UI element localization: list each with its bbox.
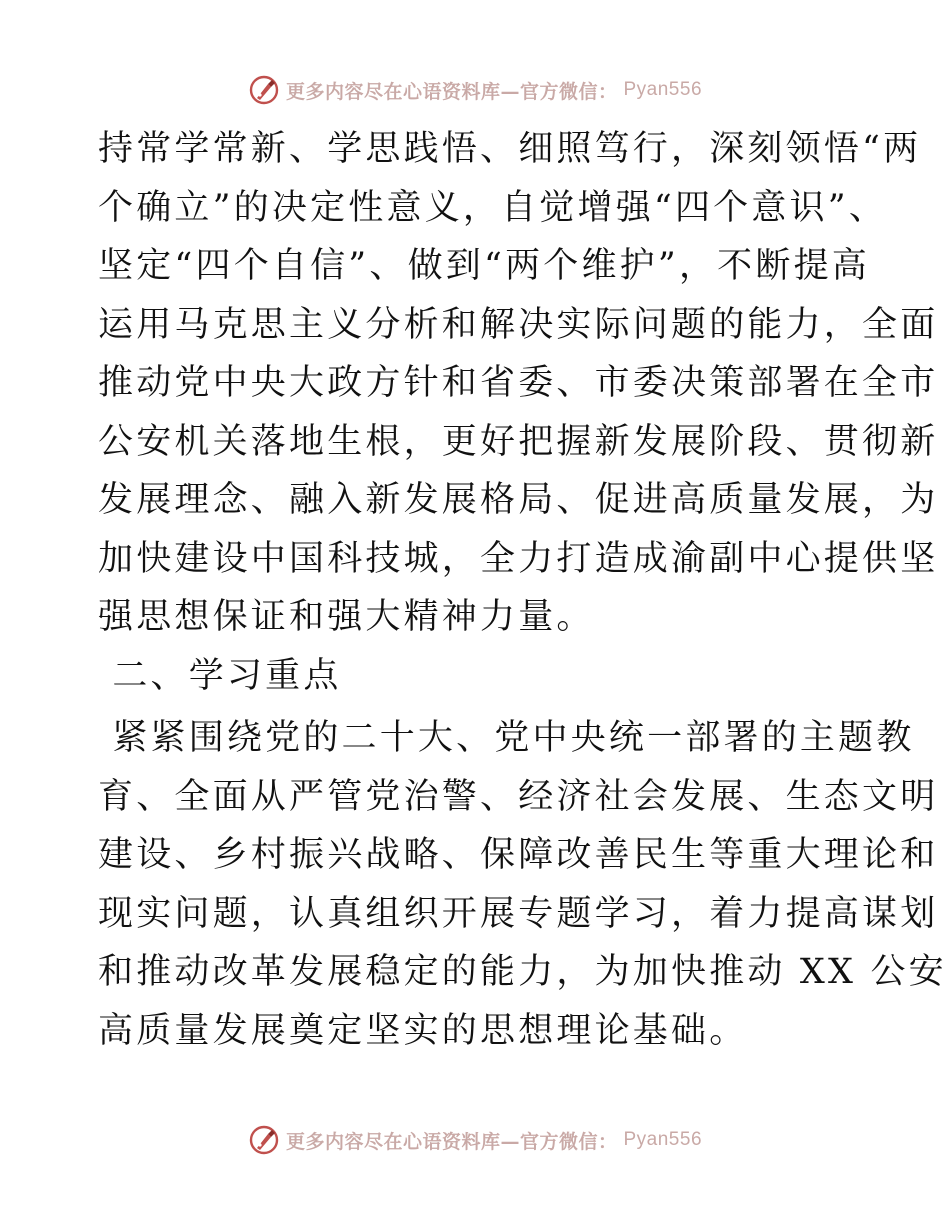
text-line: 建设、乡村振兴战略、保障改善民生等重大理论和 (98, 835, 939, 875)
section-heading: 二、学习重点 (98, 655, 342, 696)
watermark-text: 更多内容尽在心语资料库—官方微信： (285, 1130, 618, 1153)
text-line: 公安机关落地生根，更好把握新发展阶段、贯彻新 (98, 421, 939, 462)
paragraph-1 (98, 120, 939, 647)
text-line: 紧紧围绕党的二十大、党中央统一部署的主题教 (98, 718, 915, 758)
text-line: 运用马克思主义分析和解决实际问题的能力，全面 (98, 304, 939, 345)
text-line: 育、全面从严管党治警、经济社会发展、生态文明 (98, 776, 939, 817)
header-watermark (0, 70, 950, 110)
watermark-wechat-id: Pyan556 (623, 79, 703, 100)
text-line: 发展理念、融入新发展格局、促进高质量发展，为 (98, 480, 939, 520)
text-line: 推动党中央大政方针和省委、市委决策部署在全市 (98, 363, 939, 403)
pen-logo-icon (248, 74, 280, 106)
paragraph-2 (98, 709, 947, 1060)
text-line: 坚定“四个自信”、做到“两个维护”，不断提高 (98, 246, 870, 286)
text-line: 个确立”的决定性意义，自觉增强“四个意识”、 (98, 187, 888, 228)
watermark-wechat-id: Pyan556 (623, 1129, 703, 1150)
text-line: 持常学常新、学思践悟、细照笃行，深刻领悟“两 (98, 129, 922, 169)
text-line: 强思想保证和强大精神力量。 (98, 597, 595, 637)
footer-watermark (0, 1120, 950, 1160)
watermark-text: 更多内容尽在心语资料库—官方微信： (285, 80, 618, 103)
pen-logo-icon (248, 1124, 280, 1156)
text-line: 高质量发展奠定坚实的思想理论基础。 (98, 1010, 748, 1051)
text-line: 和推动改革发展稳定的能力，为加快推动 XX 公安 (98, 952, 947, 992)
document-body (98, 120, 947, 1060)
text-line: 现实问题，认真组织开展专题学习，着力提高谋划 (98, 893, 939, 934)
text-line: 加快建设中国科技城，全力打造成渝副中心提供坚 (98, 538, 939, 579)
